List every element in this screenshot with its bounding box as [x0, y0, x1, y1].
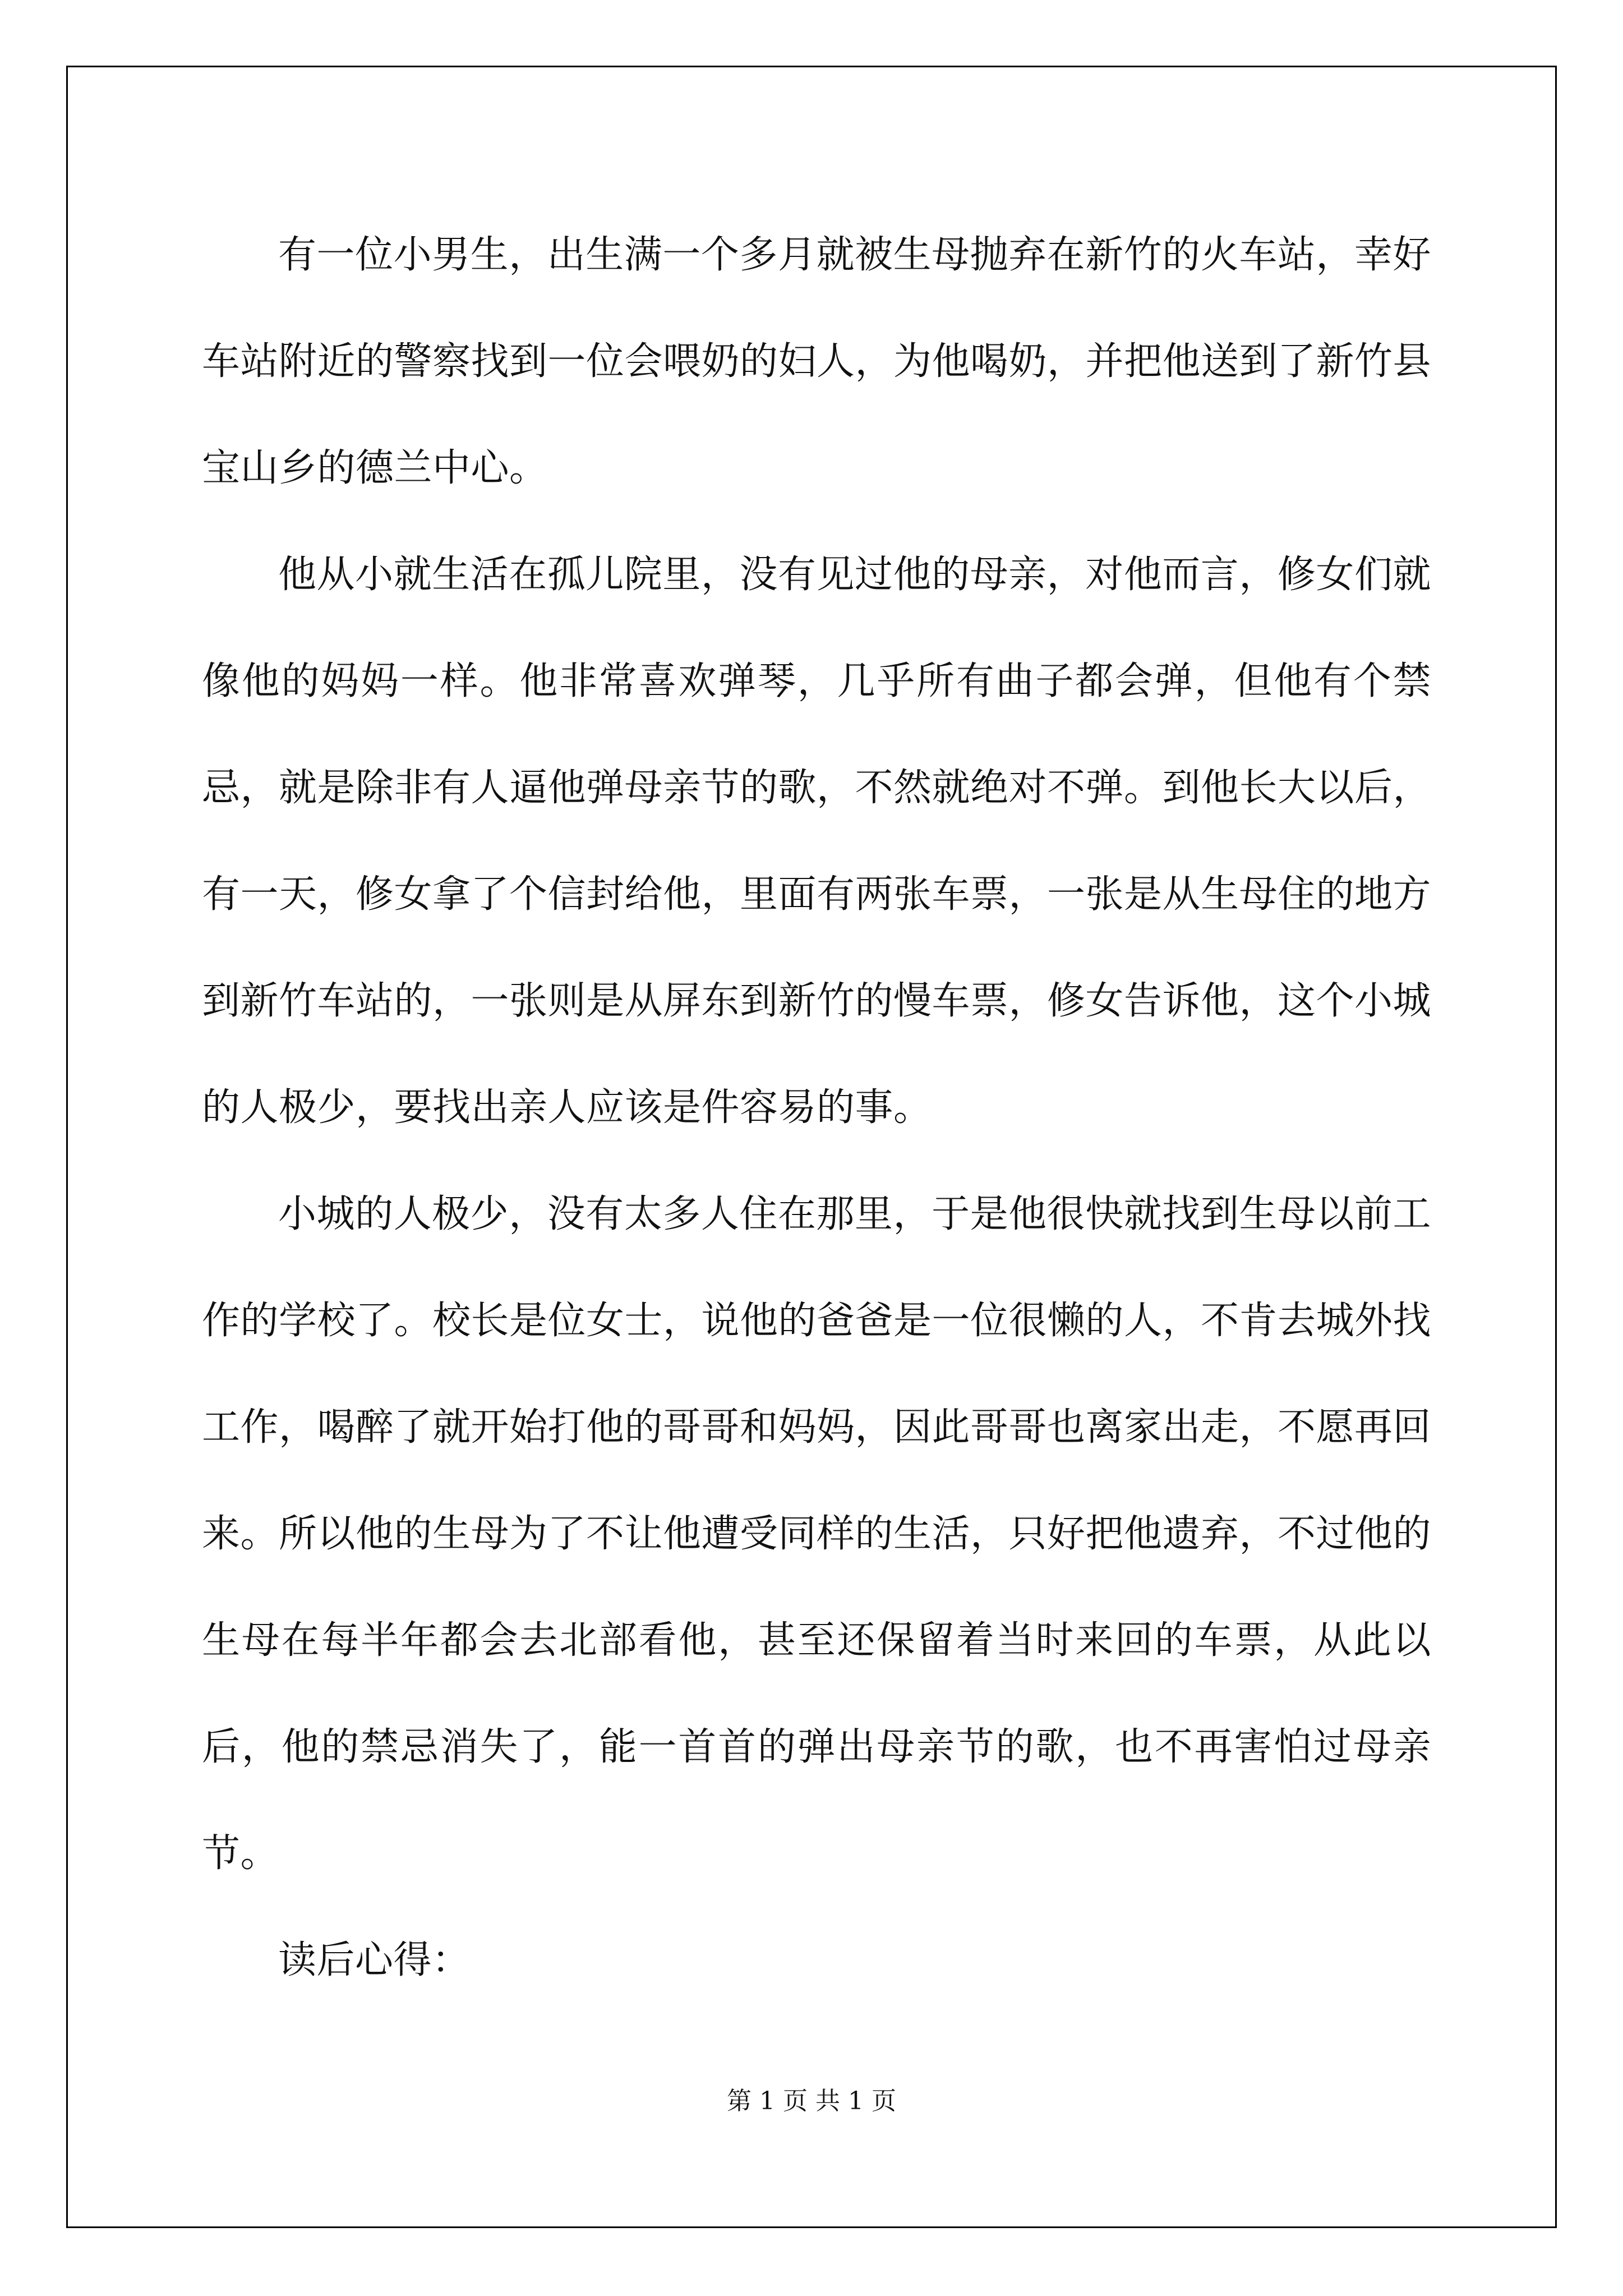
paragraph-1: 有一位小男生，出生满一个多月就被生母抛弃在新竹的火车站，幸好车站附近的警察找到一位会喂奶的妇人，为他喝奶，并把他送到了新竹县宝山乡的德兰中心。 [202, 233, 1432, 490]
paragraph-4: 读后心得： [278, 1938, 471, 1982]
paragraph-3: 小城的人极少，没有太多人住在那里，于是他很快就找到生母以前工作的学校了。校长是位女士，说他的爸爸是一位很懒的人，不肯去城外找工作，喝醉了就开始打他的哥哥和妈妈，因此哥哥也离家出走，不愿再回来。所以他的生母为了不让他遭受同样的生活，只好把他遗弃，不过他的生母在每半年都会去北部看他，甚至还保留着当时来回的车票，从此以后，他的禁忌消失了，能一首首的弹出母亲节的歌，也不再害怕过母亲节。 [202, 1192, 1432, 1876]
document-body [202, 202, 1431, 2014]
page-number: 第 1 页 共 1 页 [727, 2087, 896, 2115]
paragraph-2: 他从小就生活在孤儿院里，没有见过他的母亲，对他而言，修女们就像他的妈妈一样。他非常喜欢弹琴，几乎所有曲子都会弹，但他有个禁忌，就是除非有人逼他弹母亲节的歌，不然就绝对不弹。到他长大以后，有一天，修女拿了个信封给他，里面有两张车票，一张是从生母住的地方到新竹车站的，一张则是从屏东到新竹的慢车票，修女告诉他，这个小城的人极少，要找出亲人应该是件容易的事。 [202, 553, 1432, 1130]
